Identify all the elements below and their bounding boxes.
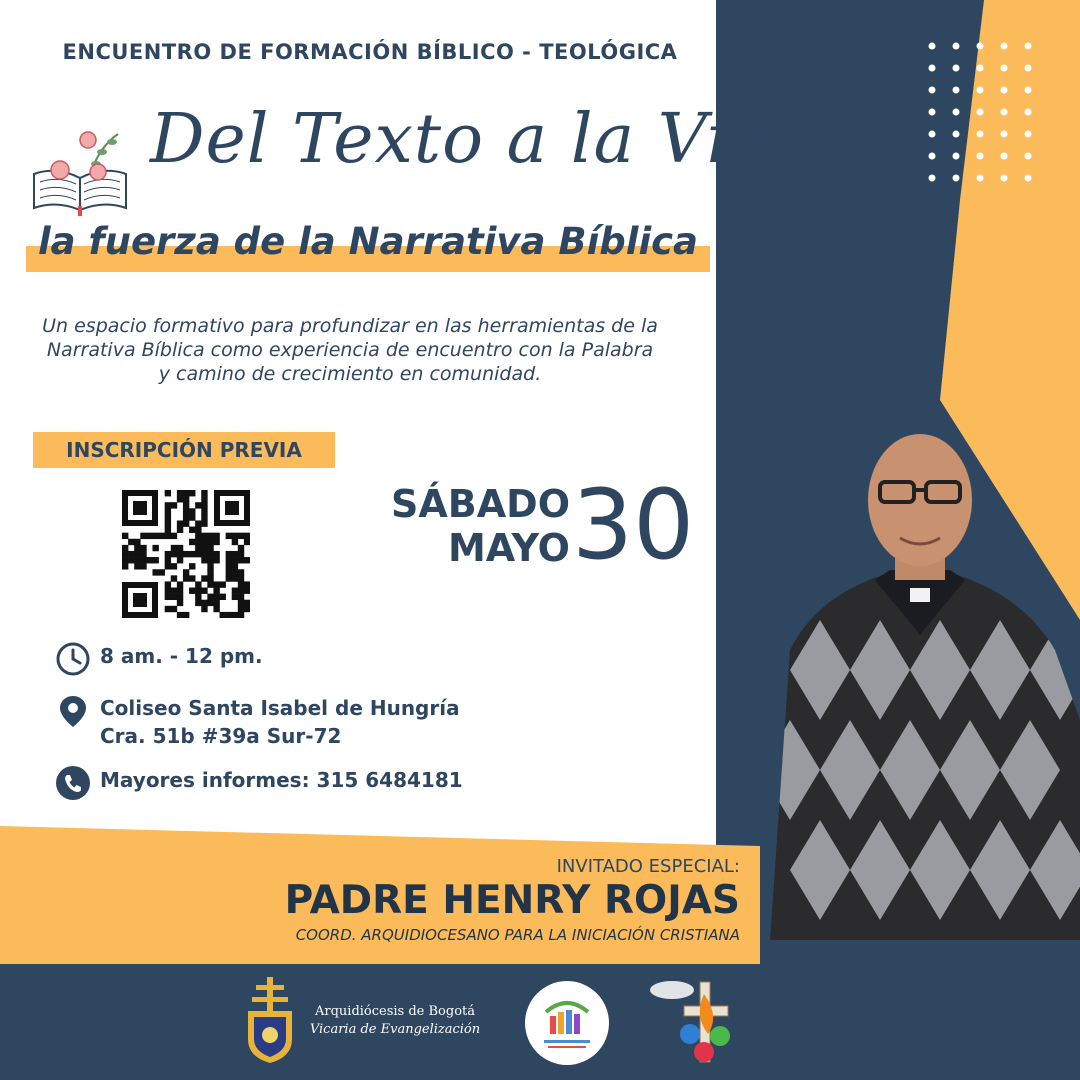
qr-code[interactable] [122, 490, 250, 618]
guest-role: COORD. ARQUIDIOCESANO PARA LA INICIACIÓN CRISTIANA [295, 926, 740, 944]
clock-icon [56, 642, 90, 676]
guest-label: INVITADO ESPECIAL: [556, 856, 740, 877]
event-type-title: ENCUENTRO DE FORMACIÓN BÍBLICO - TEOLÓGICA [62, 40, 678, 64]
event-day-number: 30 [572, 469, 695, 581]
event-date-words [360, 482, 570, 570]
guest-name: PADRE HENRY ROJAS [284, 878, 740, 923]
location-row [56, 694, 460, 750]
event-description: Un espacio formativo para profundizar en las herramientas de la Narrativa Bíblica como experiencia de encuentro con la Palabra y camino de crecimiento en comunidad. [42, 315, 658, 385]
event-time: 8 am. - 12 pm. [100, 644, 263, 668]
event-month: MAYO [447, 526, 570, 570]
book-flowers-icon [30, 126, 130, 218]
phone-icon[interactable] [56, 766, 90, 800]
contact-row [56, 766, 463, 800]
contact-phone[interactable]: Mayores informes: 315 6484181 [100, 768, 463, 792]
location-pin-icon [56, 694, 90, 728]
cultivar-fe-logo-icon [646, 976, 744, 1068]
archdiocese-line1: Arquidiócesis de Bogotá [314, 1004, 476, 1019]
archdiocese-seal-icon [240, 975, 300, 1065]
event-title-script: Del Texto a la Vida [150, 100, 816, 179]
missionary-logo-icon [524, 980, 610, 1066]
time-row [56, 642, 263, 676]
event-subtitle: la fuerza de la Narrativa Bíblica [37, 220, 699, 263]
archdiocese-line2: Vicaria de Evangelización [309, 1022, 481, 1037]
event-address [100, 694, 460, 750]
archdiocese-name [300, 1003, 490, 1039]
venue-address: Cra. 51b #39a Sur-72 [100, 724, 342, 748]
venue-name: Coliseo Santa Isabel de Hungría [100, 696, 460, 720]
guest-photo [760, 420, 1080, 940]
event-weekday: SÁBADO [391, 482, 570, 526]
registration-label: INSCRIPCIÓN PREVIA [33, 432, 335, 468]
